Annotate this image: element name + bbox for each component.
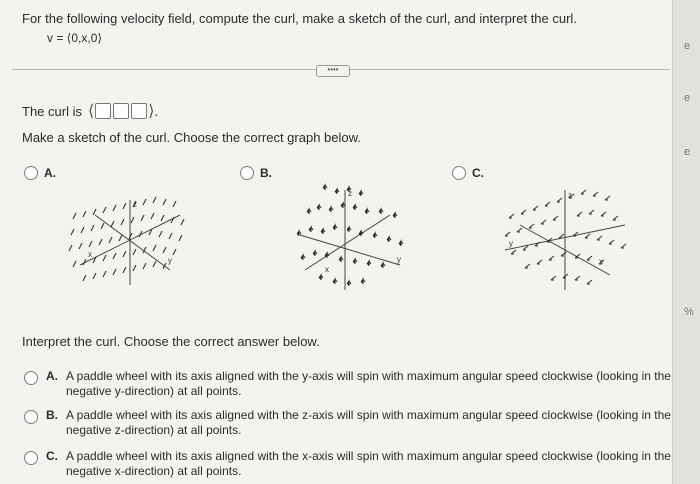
z-axis-label: z (133, 200, 137, 209)
right-angle-icon: ⟩ (148, 103, 155, 120)
radio-icon[interactable] (24, 166, 38, 180)
answer-text: A paddle wheel with its axis aligned with the y-axis will spin with maximum angular speed clockwise (looking in the negative y-direction) at all points. (66, 369, 671, 398)
y-axis-line (300, 235, 400, 265)
option-label: C. (472, 166, 484, 180)
radio-icon[interactable] (452, 166, 466, 180)
question-text: For the following velocity field, compute the curl, make a sketch of the curl, and interpret the curl. (22, 11, 577, 26)
graph-option-a[interactable] (24, 166, 56, 180)
radio-icon[interactable] (240, 166, 254, 180)
period: . (154, 103, 159, 119)
answer-label: C. (46, 449, 58, 463)
option-label: A. (44, 166, 56, 180)
answer-label: B. (46, 408, 58, 422)
side-panel-char: e (684, 40, 691, 52)
graph-option-c[interactable] (452, 166, 484, 180)
velocity-equation: v = ⟨0,x,0⟩ (47, 31, 103, 45)
arrow-grid-b (297, 185, 403, 286)
radio-icon[interactable] (24, 371, 38, 385)
side-panel-char: e (684, 92, 691, 104)
answer-text: A paddle wheel with its axis aligned with the x-axis will spin with maximum angular speed clockwise (looking in the negative x-direction) at all points. (66, 449, 671, 478)
answer-label: A. (46, 369, 58, 383)
z-axis-label: z (348, 189, 352, 198)
vector-field-graph-c[interactable] (495, 180, 635, 295)
option-label: B. (260, 166, 272, 180)
y-axis-line (95, 215, 170, 270)
radio-icon[interactable] (24, 451, 38, 465)
curl-x-input[interactable] (95, 103, 111, 119)
z-axis-label: z (568, 191, 572, 200)
x-axis-label: x (88, 250, 92, 259)
more-button[interactable]: •••• (316, 65, 350, 77)
curl-prefix-label: The curl is (22, 103, 82, 119)
left-angle-icon: ⟨ (87, 103, 95, 120)
answer-option-c[interactable] (24, 449, 676, 479)
side-panel (672, 0, 700, 484)
x-axis-label: x (599, 257, 603, 266)
answer-option-b[interactable] (24, 408, 676, 438)
interpret-prompt: Interpret the curl. Choose the correct answer below. (22, 334, 320, 349)
x-axis-line (305, 215, 390, 270)
arrow-grid-a (69, 197, 184, 281)
side-panel-char: e (684, 146, 691, 158)
y-axis-label: y (509, 239, 513, 248)
radio-icon[interactable] (24, 410, 38, 424)
answer-option-a[interactable] (24, 369, 676, 399)
x-axis-label: x (325, 265, 329, 274)
sketch-prompt: Make a sketch of the curl. Choose the correct graph below. (22, 130, 361, 145)
vector-field-graph-b[interactable] (285, 180, 415, 300)
vector-field-graph-a[interactable] (60, 185, 200, 295)
graph-option-b[interactable] (240, 166, 272, 180)
curl-answer-row (22, 101, 158, 121)
y-axis-label: y (168, 256, 172, 265)
curl-z-input[interactable] (131, 103, 147, 119)
y-axis-label: y (397, 255, 401, 264)
curl-y-input[interactable] (113, 103, 129, 119)
side-panel-char: % (684, 306, 694, 318)
answer-text: A paddle wheel with its axis aligned with the z-axis will spin with maximum angular speed clockwise (looking in the negative z-direction) at all points. (66, 408, 671, 437)
